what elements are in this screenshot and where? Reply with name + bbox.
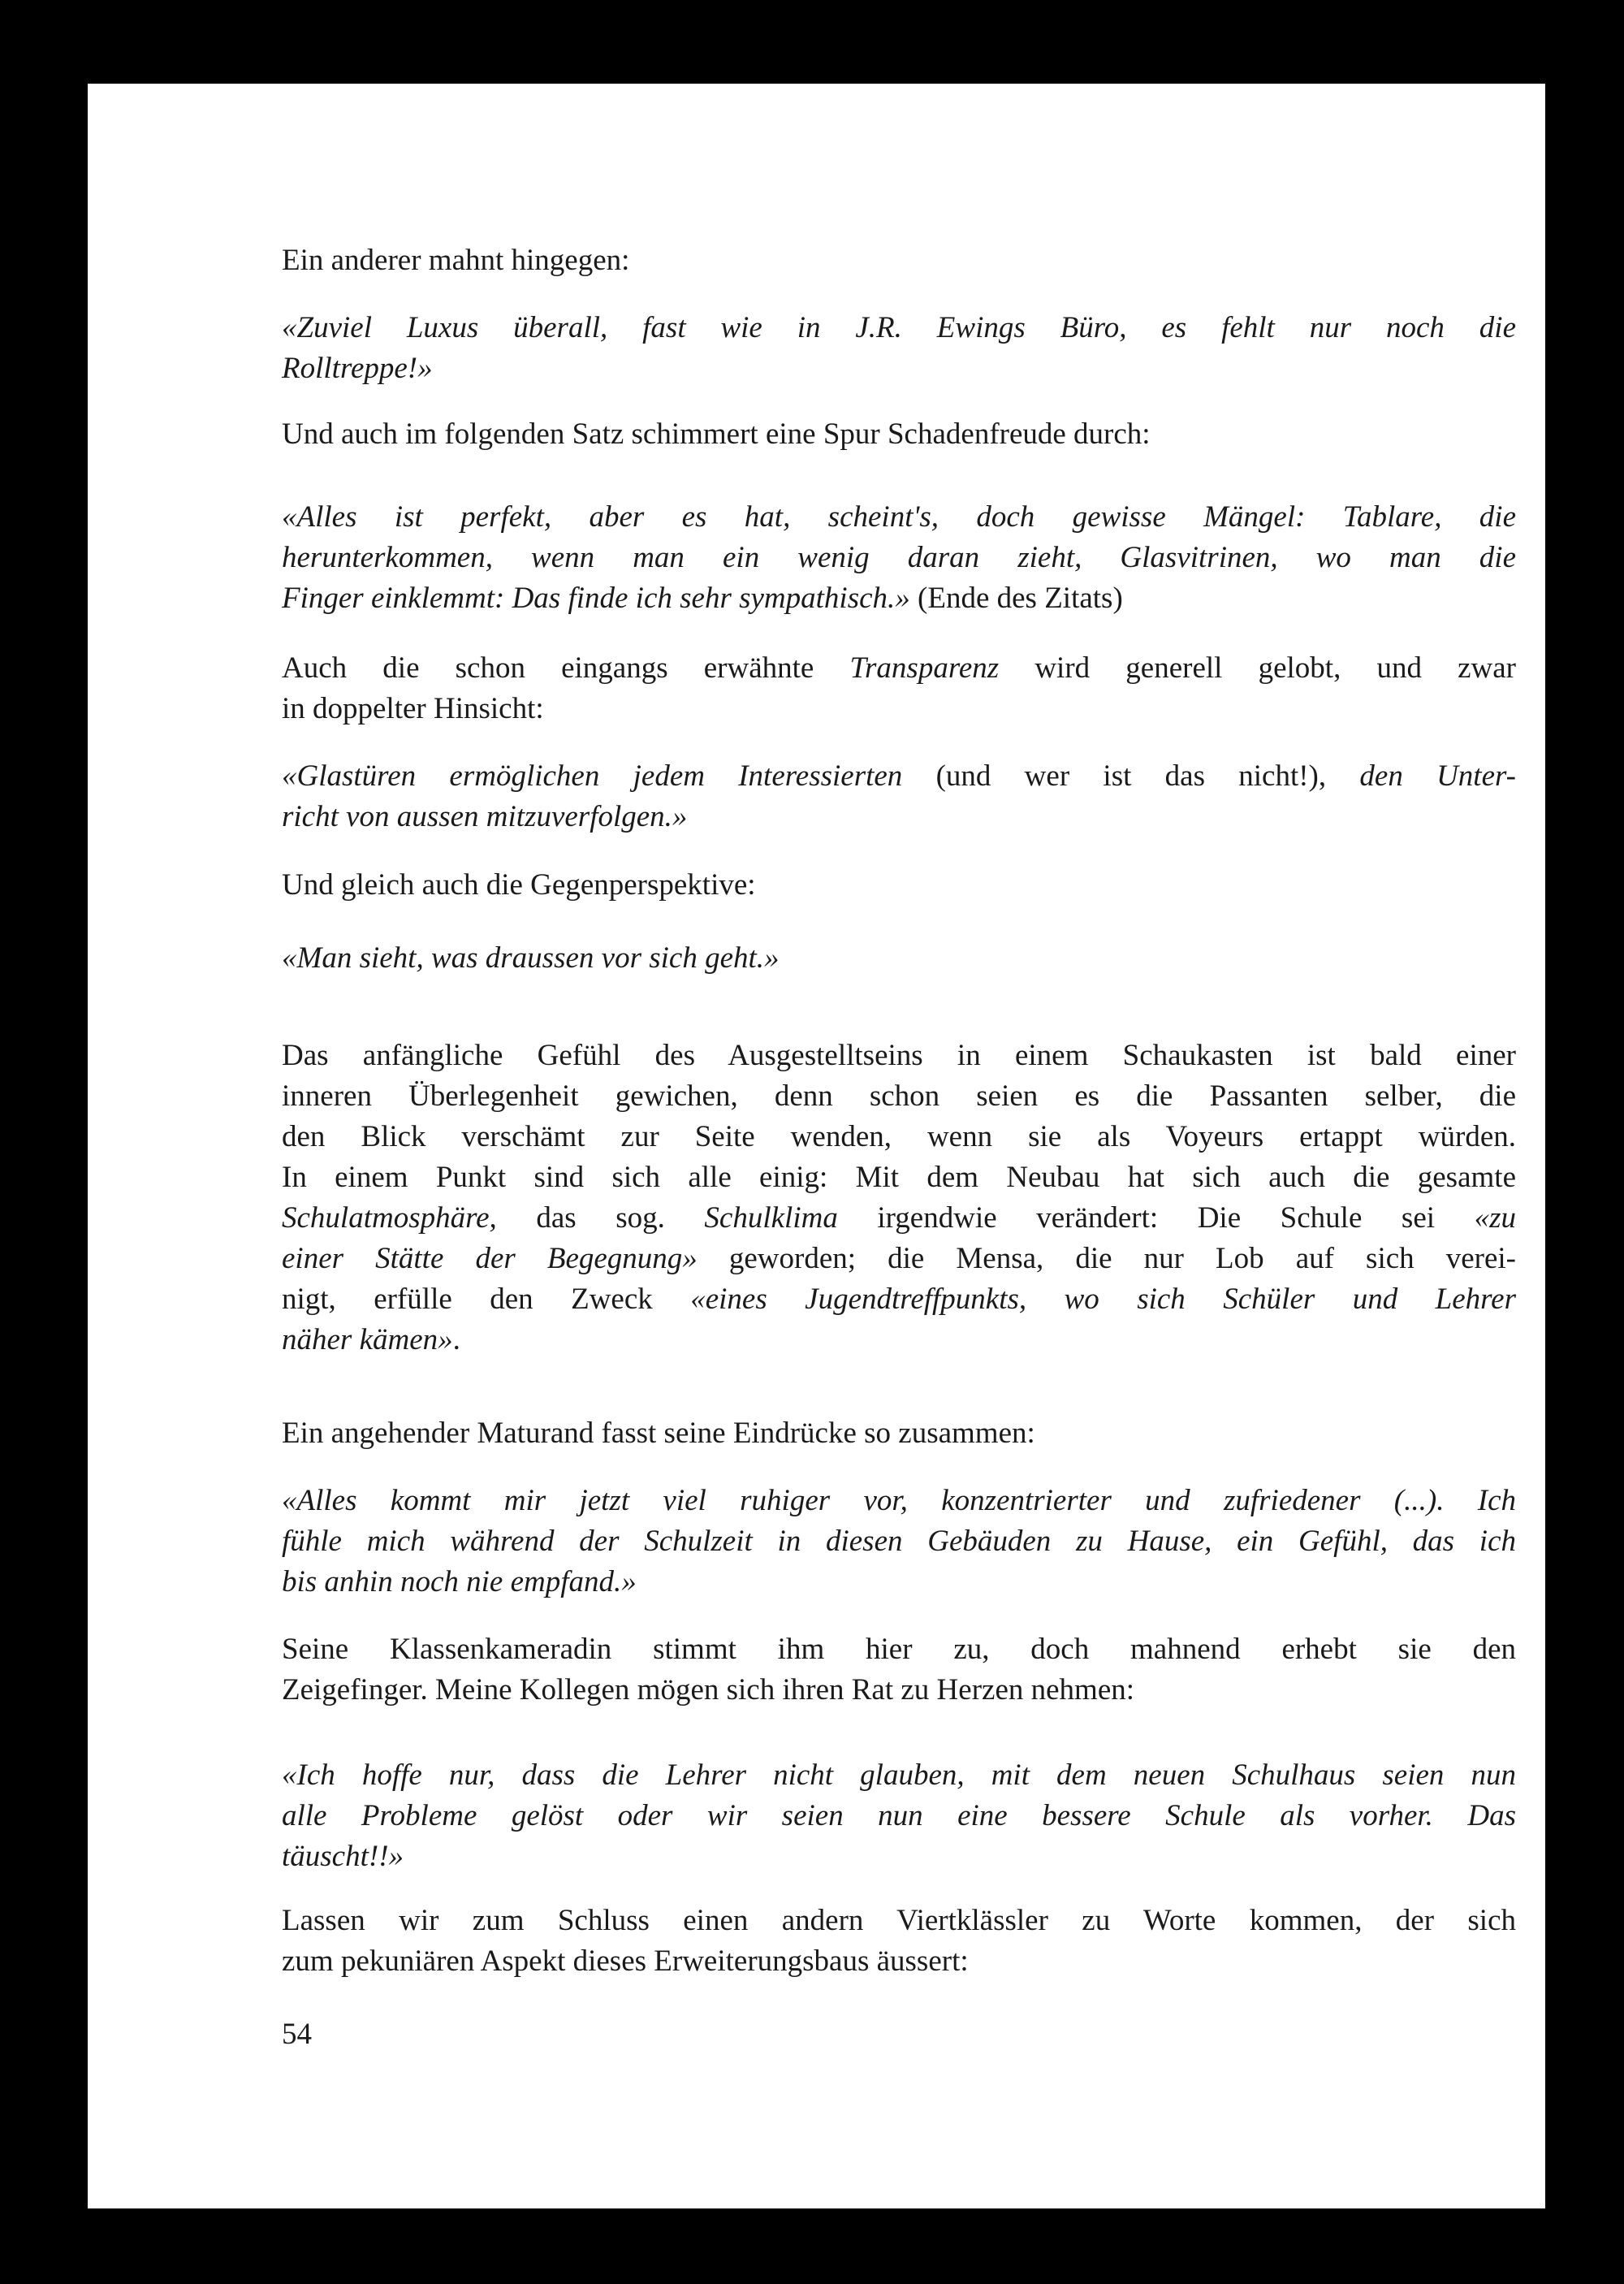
text-line: zum pekuniären Aspekt dieses Erweiterungsbaus äussert: [282,1944,969,1978]
quote-line: herunterkommen, wenn man ein wenig daran zieht, Glasvitrinen, wo man die [282,541,1516,574]
quote-glastueren [282,756,1516,837]
text-line: Ein angehender Maturand fasst seine Eindrücke so zusammen: [282,1417,1035,1450]
quote-line: «Man sieht, was draussen vor sich geht.» [282,941,780,975]
quote-line: bis anhin noch nie empfand.» [282,1565,637,1598]
emphasis: näher kämen» [282,1323,453,1356]
text-line: Auch die schon eingangs erwähnte [282,651,850,685]
text-line: Und auch im folgenden Satz schimmert eine Spur Schadenfreude durch: [282,417,1151,451]
text-line: den Blick verschämt zur Seite wenden, wenn sie als Voyeurs ertappt würden. [282,1120,1516,1153]
text-line: wird generell gelobt, und zwar [999,651,1516,685]
quote-fragment: «Glastüren ermöglichen jedem Interessierten [282,759,903,793]
quote-line: «Alles kommt mir jetzt viel ruhiger vor, konzentrierter und zufriedener (...). Ich [282,1484,1516,1517]
quote-tail: (Ende des Zitats) [909,582,1123,615]
text-line: Zeigefinger. Meine Kollegen mögen sich ihren Rat zu Herzen nehmen: [282,1673,1135,1707]
quote-line: Finger einklemmt: Das finde ich sehr sympathisch.» [282,582,910,615]
quote-line: «Alles ist perfekt, aber es hat, scheint's, doch gewisse Mängel: Tablare, die [282,500,1516,534]
quote-fragment: den Unter- [1359,759,1516,793]
emphasis: Schulklima [704,1201,838,1235]
text-fragment: geworden; die Mensa, die nur Lob auf sich verei- [697,1242,1516,1275]
page-number: 54 [282,2018,312,2051]
paragraph-schaukasten [282,1036,1516,1360]
text-line: Und gleich auch die Gegenperspektive: [282,868,756,902]
emphasis: «zu [1474,1201,1516,1235]
quote-line: alle Probleme gelöst oder wir seien nun eine bessere Schule als vorher. Das [282,1799,1516,1832]
quote-maengel [282,497,1516,619]
text-fragment: das sog. [496,1201,705,1235]
text-line: Das anfängliche Gefühl des Ausgestelltseins in einem Schaukasten ist bald einer [282,1039,1516,1072]
emphasis: einer Stätte der Begegnung» [282,1242,698,1275]
emphasis: «eines Jugendtreffpunkts, wo sich Schüler und Lehrer [690,1283,1516,1316]
quote-line: richt von aussen mitzuverfolgen.» [282,800,688,833]
text-line: in doppelter Hinsicht: [282,692,544,725]
paragraph-klassenkameradin [282,1629,1516,1711]
text-line: inneren Überlegenheit gewichen, denn schon seien es die Passanten selber, die [282,1079,1516,1113]
paragraph-schluss [282,1901,1516,1982]
paragraph-gegenperspektive [282,865,1516,906]
paragraph-1 [282,240,1516,281]
text-line: Lassen wir zum Schluss einen andern Viertklässler zu Worte kommen, der sich [282,1904,1516,1937]
quote-line: «Zuviel Luxus überall, fast wie in J.R. Ewings Büro, es fehlt nur noch die [282,311,1516,344]
quote-hoffe [282,1755,1516,1877]
emphasis: Schulatmosphäre, [282,1201,497,1235]
text-line: In einem Punkt sind sich alle einig: Mit dem Neubau hat sich auch die gesamte [282,1161,1516,1194]
paragraph-transparenz [282,648,1516,729]
quote-line: täuscht!!» [282,1840,404,1873]
document-page [88,84,1545,2208]
paragraph-2 [282,414,1516,455]
paragraph-maturand [282,1413,1516,1454]
quote-line: «Ich hoffe nur, dass die Lehrer nicht glauben, mit dem neuen Schulhaus seien nun [282,1758,1516,1792]
text-fragment: nigt, erfülle den Zweck [282,1283,691,1316]
quote-line: Rolltreppe!» [282,352,433,385]
text-line: Seine Klassenkameradin stimmt ihm hier zu, doch mahnend erhebt sie den [282,1633,1516,1666]
text-fragment: . [452,1323,460,1356]
quote-ruhiger [282,1481,1516,1603]
text-line: Ein anderer mahnt hingegen: [282,244,630,277]
text-fragment: irgendwie verändert: Die Schule sei [837,1201,1475,1235]
quote-draussen [282,938,1516,979]
emphasis-transparenz: Transparenz [849,651,1000,685]
quote-luxus [282,308,1516,389]
quote-line: fühle mich während der Schulzeit in diesen Gebäuden zu Hause, ein Gefühl, das ich [282,1525,1516,1558]
text-fragment: (und wer ist das nicht!), [902,759,1360,793]
